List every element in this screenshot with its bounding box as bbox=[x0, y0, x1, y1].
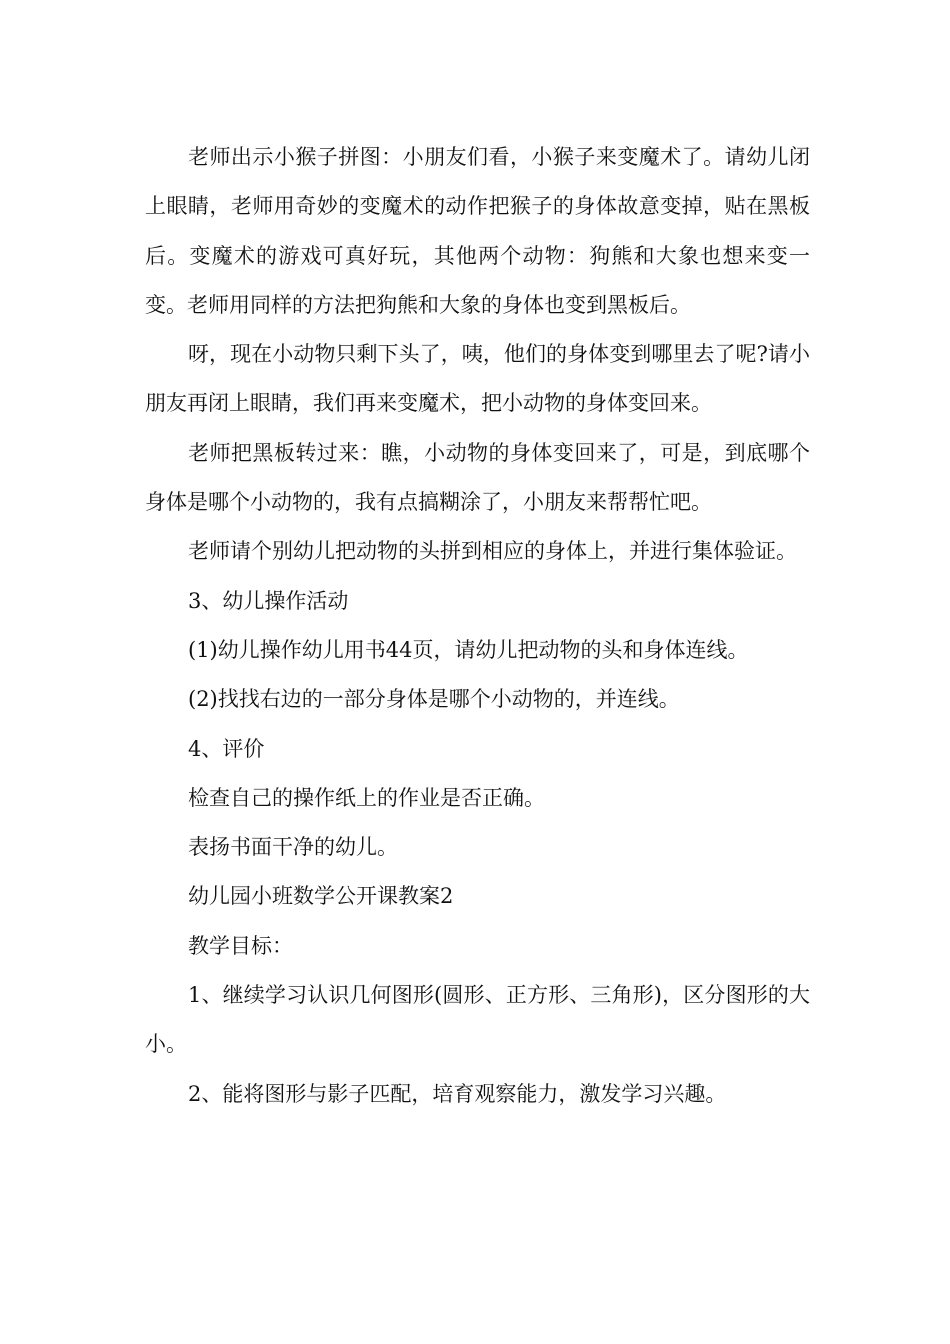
paragraph-check-work: 检查自己的操作纸上的作业是否正确。 bbox=[188, 785, 545, 810]
paragraph-heads-remaining: 呀，现在小动物只剩下头了，咦，他们的身体变到哪里去了呢?请小朋友再闭上眼睛，我们再来变魔术，把小动物的身体变回来。 bbox=[145, 342, 810, 416]
document-body bbox=[145, 133, 810, 1119]
goal-item-1: 1、继续学习认识几何图形(圆形、正方形、三角形)，区分图形的大小。 bbox=[145, 983, 810, 1057]
list-item-operation-2: (2)找找右边的一部分身体是哪个小动物的，并连线。 bbox=[188, 687, 680, 712]
goal-item-2: 2、能将图形与影子匹配，培育观察能力，激发学习兴趣。 bbox=[188, 1081, 727, 1106]
lesson-plan-title: 幼儿园小班数学公开课教案2 bbox=[188, 884, 454, 909]
list-item-operation-1: (1)幼儿操作幼儿用书44页，请幼儿把动物的头和身体连线。 bbox=[188, 637, 749, 662]
section-heading-operation: 3、幼儿操作活动 bbox=[188, 588, 349, 613]
section-heading-goals: 教学目标： bbox=[188, 933, 293, 958]
paragraph-praise: 表扬书面干净的幼儿。 bbox=[188, 835, 398, 860]
paragraph-magic-trick-intro: 老师出示小猴子拼图：小朋友们看，小猴子来变魔术了。请幼儿闭上眼睛，老师用奇妙的变魔术的动作把猴子的身体故意变掉，贴在黑板后。变魔术的游戏可真好玩，其他两个动物：狗熊和大象也想来变一变。老师用同样的方法把狗熊和大象的身体也变到黑板后。 bbox=[145, 145, 810, 317]
section-heading-evaluation: 4、评价 bbox=[188, 736, 265, 761]
paragraph-blackboard-turned: 老师把黑板转过来：瞧，小动物的身体变回来了，可是，到底哪个身体是哪个小动物的，我有点搞糊涂了，小朋友来帮帮忙吧。 bbox=[145, 440, 810, 515]
paragraph-match-heads: 老师请个别幼儿把动物的头拼到相应的身体上，并进行集体验证。 bbox=[188, 539, 797, 564]
